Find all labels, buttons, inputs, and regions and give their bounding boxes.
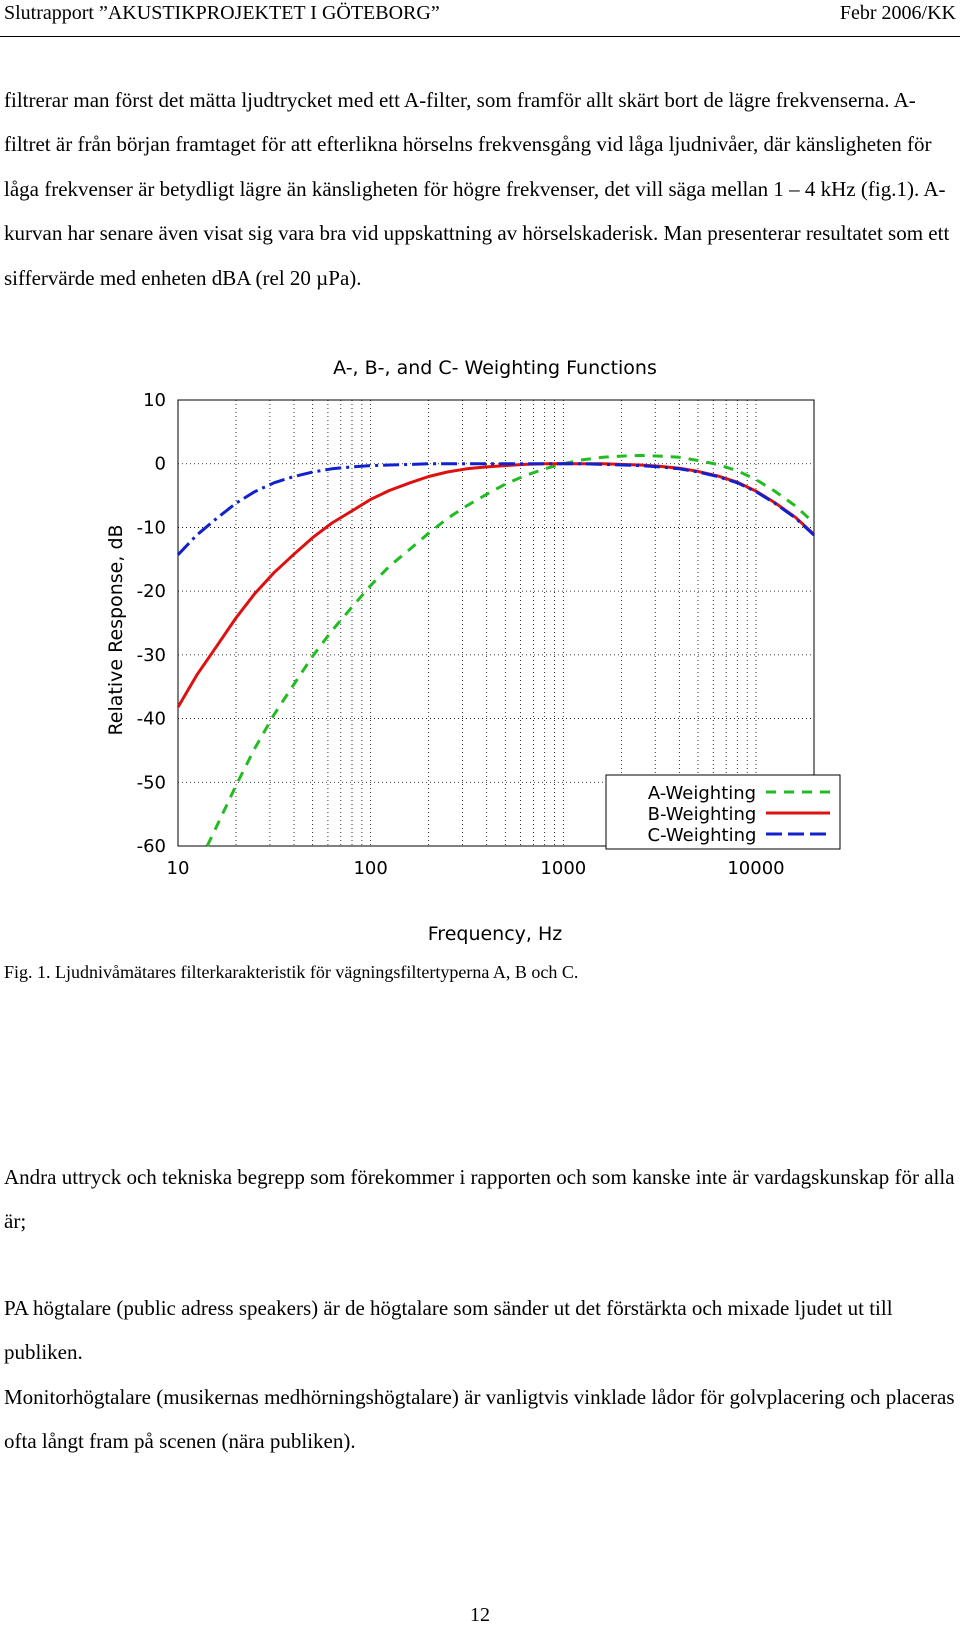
chart-title: A-, B-, and C- Weighting Functions [333, 360, 657, 379]
x-tick-label: 100 [353, 858, 388, 879]
y-tick-label: -60 [136, 836, 166, 857]
weighting-chart [100, 360, 860, 950]
legend-label-b-weighting: B-Weighting [647, 804, 757, 825]
paragraph-a-filter: filtrerar man först det mätta ljudtrycket med ett A-filter, som framför allt skärt bort de lägre frekvenserna. A-filtret är från början framtaget för att efterlikna hörselns frekvensgång vid låga ljudnivåer, där känsligheten för låga frekvenser är betydligt lägre än känsligheten för högre frekvenser, det vill säga mellan 1 – 4 kHz (fig.1). A-kurvan har senare även visat sig vara bra vid uppskattning av hörselskaderisk. Man presenterar resultatet som ett siffervärde med enheten dBA (rel 20 µPa). [4, 88, 950, 290]
x-tick-label: 10000 [727, 858, 785, 879]
header-title: Slutrapport ”AKUSTIKPROJEKTET I GÖTEBORG” [4, 2, 440, 24]
x-axis-label: Frequency, Hz [427, 923, 563, 945]
header-divider [0, 36, 960, 37]
x-tick-label: 10 [166, 858, 190, 879]
y-tick-label: 0 [154, 453, 166, 475]
chart-legend [606, 775, 840, 849]
y-axis-label: Relative Response, dB [105, 524, 127, 736]
paragraph-monitor-speakers: Monitorhögtalare (musikernas medhörningshögtalare) är vanligtvis vinklade lådor för golvplacering och placeras ofta långt fram på scenen (nära publiken). [4, 1385, 955, 1454]
y-tick-label: -30 [136, 644, 166, 666]
y-tick-label: -20 [136, 581, 166, 603]
page-number: 12 [470, 1604, 490, 1626]
series-line-b-weighting [178, 464, 814, 707]
figure-caption: Fig. 1. Ljudnivåmätares filterkarakteristik för vägningsfiltertyperna A, B och C. [4, 962, 579, 982]
x-tick-label: 1000 [540, 858, 587, 879]
y-tick-label: 10 [143, 390, 166, 411]
paragraph-pa-speakers: PA högtalare (public adress speakers) är de högtalare som sänder ut det förstärkta och mixade ljudet ut till publiken. [4, 1296, 893, 1365]
header-date: Febr 2006/KK [839, 2, 956, 24]
legend-label-c-weighting: C-Weighting [647, 825, 757, 846]
y-tick-label: -50 [136, 772, 166, 794]
y-tick-label: -10 [136, 517, 166, 539]
legend-label-a-weighting: A-Weighting [647, 783, 757, 804]
y-tick-label: -40 [136, 708, 166, 730]
paragraph-terms-intro: Andra uttryck och tekniska begrepp som förekommer i rapporten och som kanske inte är vardagskunskap för alla är; [4, 1165, 955, 1234]
